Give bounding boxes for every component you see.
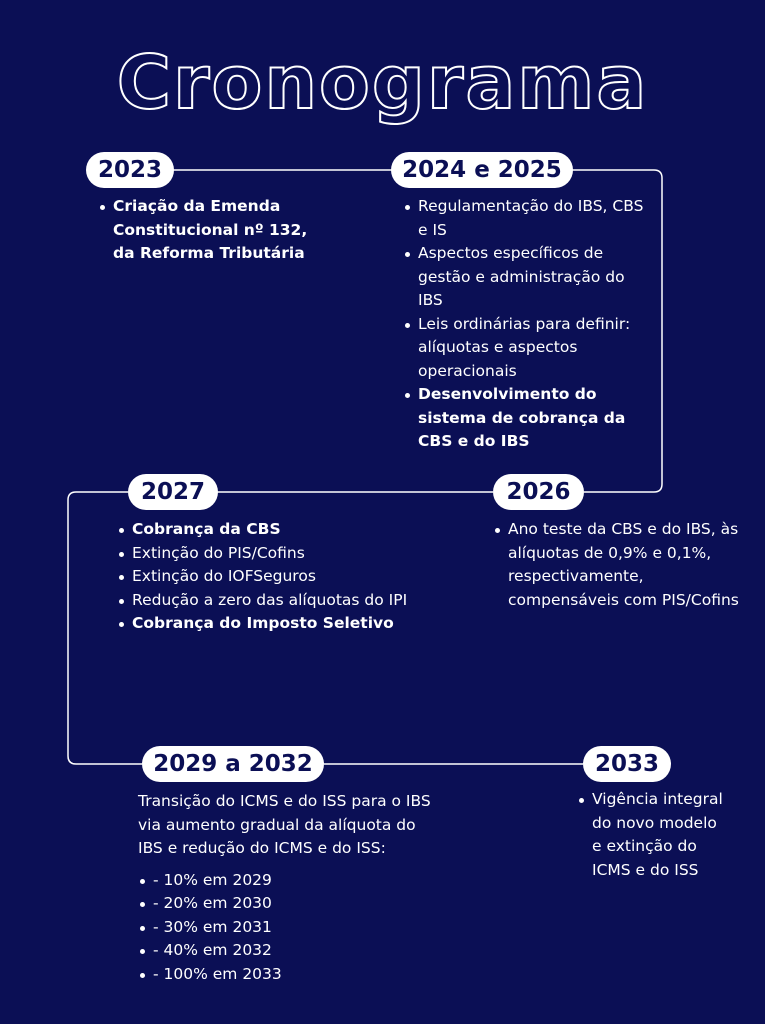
milestone-2024-list <box>403 195 653 454</box>
year-badge-2026: 2026 <box>493 474 584 510</box>
year-badge-2029-2032: 2029 a 2032 <box>142 746 324 782</box>
milestone-2029-intro: Transição do ICMS e do ISS para o IBS via aumento gradual da alíquota do IBS e redução do ICMS e do ISS: <box>138 792 431 857</box>
bullet-item: Cobrança da CBS <box>117 518 462 542</box>
bullet-item: - 20% em 2030 <box>138 892 433 916</box>
milestone-2027-list <box>117 518 462 636</box>
bullet-item: Regulamentação do IBS, CBS e IS <box>403 195 653 242</box>
milestone-2033-list <box>577 788 727 882</box>
bullet-item: Extinção do IOFSeguros <box>117 565 462 589</box>
milestone-2024-content <box>403 195 653 454</box>
bullet-item: Criação da Emenda Constitucional nº 132, da Reforma Tributária <box>98 195 333 266</box>
milestone-2023-list <box>98 195 333 266</box>
bullet-item: - 10% em 2029 <box>138 869 433 893</box>
milestone-2033-content <box>577 788 727 882</box>
bullet-item: Cobrança do Imposto Seletivo <box>117 612 462 636</box>
milestone-2026-content <box>493 518 743 612</box>
bullet-item: Desenvolvimento do sistema de cobrança da CBS e do IBS <box>403 383 653 454</box>
bullet-item: Aspectos específicos de gestão e administração do IBS <box>403 242 653 313</box>
year-badge-2024-2025: 2024 e 2025 <box>391 152 573 188</box>
bullet-item: - 30% em 2031 <box>138 916 433 940</box>
bullet-item: Extinção do PIS/Cofins <box>117 542 462 566</box>
milestone-2023-content <box>98 195 333 266</box>
bullet-item: Vigência integral do novo modelo e extinção do ICMS e do ISS <box>577 788 727 882</box>
bullet-item: Ano teste da CBS e do IBS, às alíquotas de 0,9% e 0,1%, respectivamente, compensáveis com PIS/Cofins <box>493 518 743 612</box>
milestone-2026-list <box>493 518 743 612</box>
page-title: Cronograma <box>116 40 649 126</box>
year-badge-2033: 2033 <box>583 746 671 782</box>
milestone-2029-list <box>138 869 433 987</box>
year-badge-2023: 2023 <box>86 152 174 188</box>
milestone-2029-content <box>138 790 433 986</box>
bullet-item: Leis ordinárias para definir: alíquotas e aspectos operacionais <box>403 313 653 384</box>
bullet-item: - 100% em 2033 <box>138 963 433 987</box>
bullet-item: Redução a zero das alíquotas do IPI <box>117 589 462 613</box>
year-badge-2027: 2027 <box>128 474 218 510</box>
bullet-item: - 40% em 2032 <box>138 939 433 963</box>
milestone-2027-content <box>117 518 462 636</box>
